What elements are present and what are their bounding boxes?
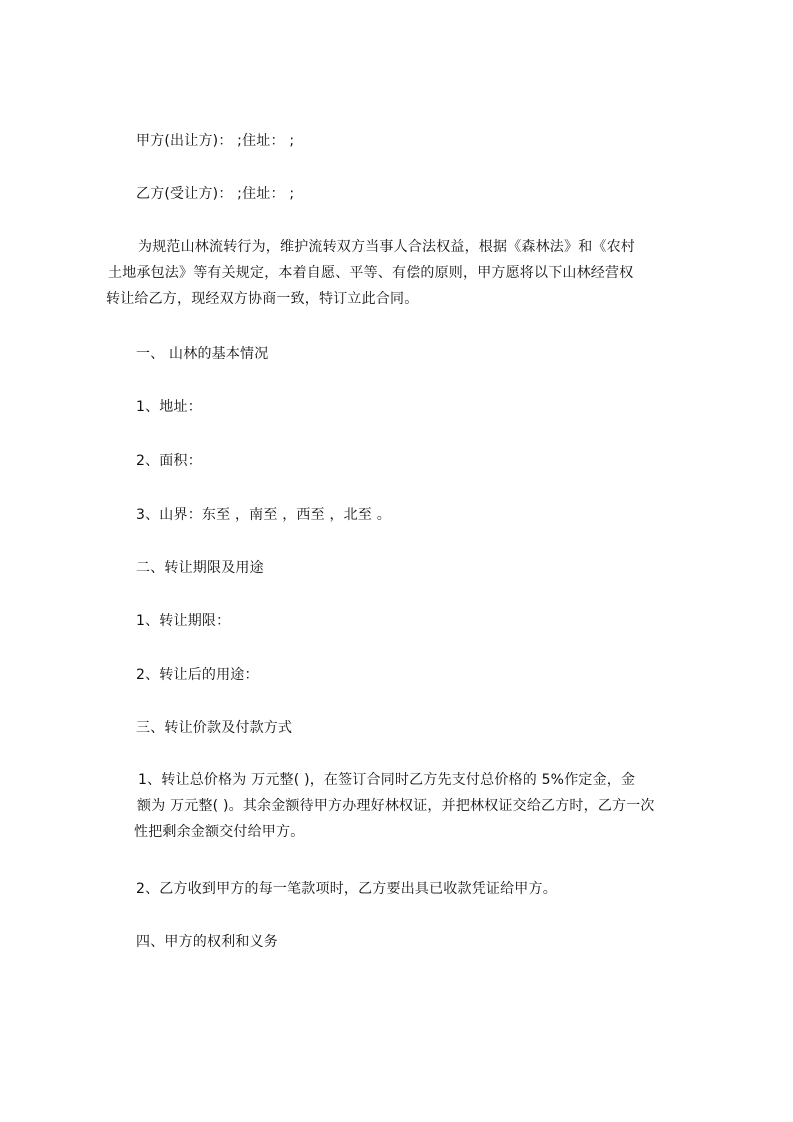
section-3-item-1-line-2: 额为 万元整( )。其余金额待甲方办理好林权证，并把林权证交给乙方时，乙方一次 bbox=[137, 798, 655, 814]
section-2-title: 二、转让期限及用途 bbox=[136, 560, 264, 576]
section-3-title: 三、转让价款及付款方式 bbox=[136, 720, 293, 736]
preamble-paragraph bbox=[106, 234, 702, 312]
section-3-item-2: 2、乙方收到甲方的每一笔款项时，乙方要出具已收款凭证给甲方。 bbox=[136, 881, 557, 897]
party-a-line: 甲方(出让方)： ;住址： ; bbox=[136, 133, 295, 149]
section-2-item-term: 1、转让期限： bbox=[136, 613, 231, 629]
party-b-line: 乙方(受让方)： ;住址： ; bbox=[136, 186, 295, 202]
section-1-item-address: 1、地址： bbox=[136, 399, 202, 415]
section-1-title: 一、 山林的基本情况 bbox=[136, 346, 269, 362]
section-3-item-1-line-1: 1、转让总价格为 万元整( )，在签订合同时乙方先支付总价格的 5%作定金，金 bbox=[138, 772, 636, 788]
section-1-item-area: 2、面积： bbox=[136, 453, 202, 469]
section-4-title: 四、甲方的权利和义务 bbox=[136, 934, 278, 950]
preamble-line-3: 转让给乙方，现经双方协商一致，特订立此合同。 bbox=[106, 291, 419, 307]
preamble-line-2: 土地承包法》等有关规定，本着自愿、平等、有偿的原则，甲方愿将以下山林经营权 bbox=[108, 265, 634, 281]
section-3-item-1-line-3: 性把剩余金额交付给甲方。 bbox=[134, 824, 305, 840]
preamble-line-1: 为规范山林流转行为，维护流转双方当事人合法权益，根据《森林法》和《农村 bbox=[138, 239, 635, 255]
section-1-item-boundary: 3、山界：东至 ，南至 ，西至 ，北至 。 bbox=[136, 507, 391, 523]
section-2-item-usage: 2、转让后的用途： bbox=[136, 667, 259, 683]
section-3-item-1-paragraph bbox=[106, 767, 702, 845]
